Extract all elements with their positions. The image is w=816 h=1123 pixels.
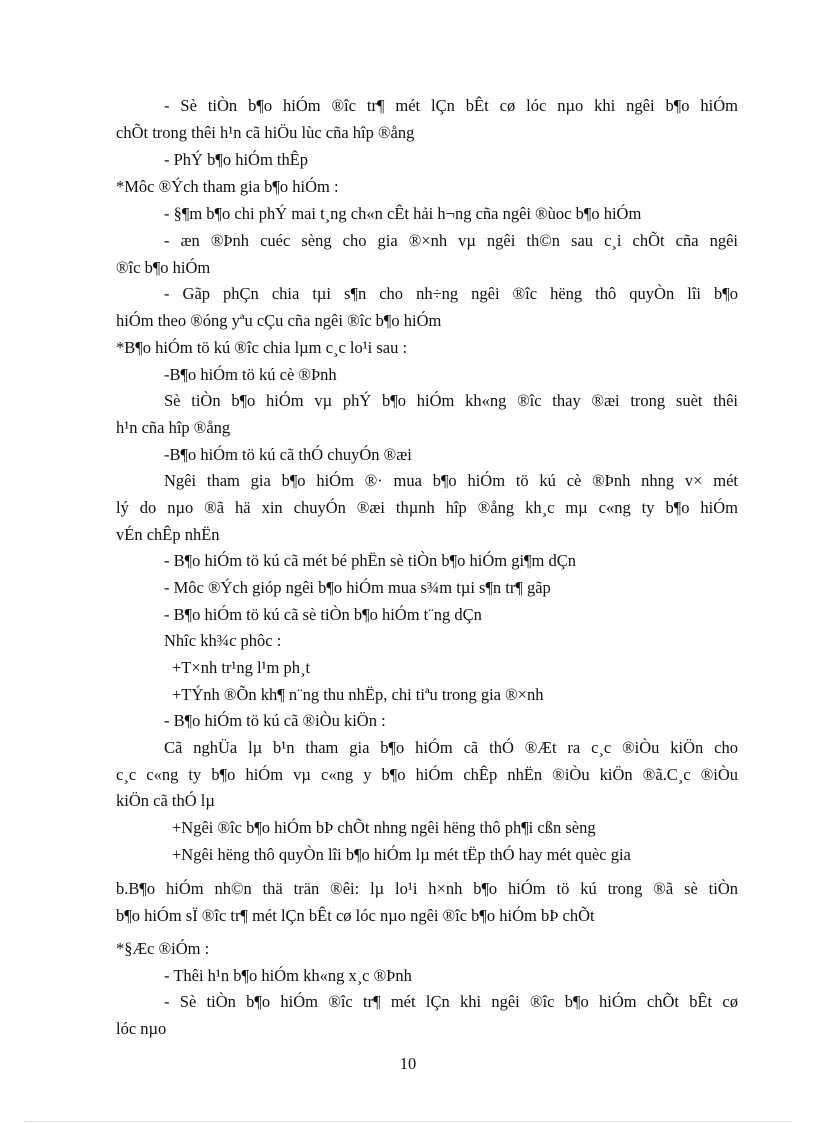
text-line: +TÝnh ®Õn kh¶ n¨ng thu nhËp, chi tiªu trong gia ®×nh bbox=[172, 685, 544, 704]
text-line: Nhîc kh¾c phôc : bbox=[164, 631, 282, 650]
text-line: - B¶o hiÓm tö kú cã sè tiÒn b¶o hiÓm t¨ng dÇn bbox=[164, 605, 482, 624]
text-line: - Gãp phÇn chia tµi s¶n cho nh÷ng ngêi ®îc hëng thô quyÒn lîi b¶o bbox=[164, 284, 738, 303]
text-line: - Sè tiÒn b¶o hiÓm ®îc tr¶ mét lÇn khi ngêi ®îc b¶o hiÓm chÕt bÊt cø bbox=[164, 992, 738, 1011]
text-line: ®îc b¶o hiÓm bbox=[116, 258, 211, 277]
section-heading: *Môc ®Ých tham gia b¶o hiÓm : bbox=[116, 177, 339, 196]
text-line: +Ngêi ®îc b¶o hiÓm bÞ chÕt nhng ngêi hëng thô ph¶i cßn sèng bbox=[172, 818, 596, 837]
text-line: h¹n cña hîp ®ång bbox=[116, 418, 231, 437]
text-line: chÕt trong thêi h¹n cã hiÖu lùc cña hîp ®ång bbox=[116, 123, 415, 142]
text-line: - B¶o hiÓm tö kú cã ®iÒu kiÖn : bbox=[164, 711, 386, 730]
page-number: 10 bbox=[399, 1054, 417, 1073]
text-line: Ngêi tham gia b¶o hiÓm ®· mua b¶o hiÓm tö kú cè ®Þnh nhng v× mét bbox=[164, 471, 738, 490]
text-line: lóc nµo bbox=[116, 1019, 167, 1038]
text-line: - æn ®Þnh cuéc sèng cho gia ®×nh vµ ngêi th©n sau c¸i chÕt cña ngêi bbox=[164, 231, 738, 250]
text-line: b.B¶o hiÓm nh©n thä trän ®êi: lµ lo¹i h×nh b¶o hiÓm tö kú trong ®ã sè tiÒn bbox=[116, 879, 738, 898]
text-line: vÉn chÊp nhËn bbox=[116, 525, 220, 544]
text-line: hiÓm theo ®óng yªu cÇu cña ngêi ®îc b¶o hiÓm bbox=[116, 311, 442, 330]
text-line: -B¶o hiÓm tö kú cã thÓ chuyÓn ®æi bbox=[164, 445, 412, 464]
page-bottom-divider bbox=[24, 1121, 792, 1122]
text-line: -B¶o hiÓm tö kú cè ®Þnh bbox=[164, 365, 337, 384]
text-line: Sè tiÒn b¶o hiÓm vµ phÝ b¶o hiÓm kh«ng ®îc thay ®æi trong suèt thêi bbox=[164, 391, 738, 410]
text-line: lý do nµo ®ã hä xin chuyÓn ®æi thµnh hîp ®ång kh¸c mµ c«ng ty b¶o hiÓm bbox=[116, 498, 738, 517]
text-line: - PhÝ b¶o hiÓm thÊp bbox=[164, 150, 309, 169]
section-heading: *B¶o hiÓm tö kú ®îc chia lµm c¸c lo¹i sau : bbox=[116, 338, 408, 357]
text-line: +Ngêi hëng thô quyÒn lîi b¶o hiÓm lµ mét tËp thÓ hay mét quèc gia bbox=[172, 845, 631, 864]
text-line: - §¶m b¶o chi phÝ mai t¸ng ch«n cÊt hải h¬ng cña ngêi ®ùoc b¶o hiÓm bbox=[164, 204, 642, 223]
text-line: - Thêi h¹n b¶o hiÓm kh«ng x¸c ®Þnh bbox=[164, 966, 412, 985]
text-line: c¸c c«ng ty b¶o hiÓm vµ c«ng y b¶o hiÓm chÊp nhËn ®iÒu kiÖn ®ã.C¸c ®iÒu bbox=[116, 765, 738, 784]
text-line: kiÖn cã thÓ lµ bbox=[116, 791, 215, 810]
text-line: Cã nghÜa lµ b¹n tham gia b¶o hiÓm cã thÓ ®Æt ra c¸c ®iÒu kiÖn cho bbox=[164, 738, 738, 757]
text-line: - Môc ®Ých gióp ngêi b¶o hiÓm mua s¾m tµi s¶n tr¶ gãp bbox=[164, 578, 551, 597]
text-line: - Sè tiÒn b¶o hiÓm ®îc tr¶ mét lÇn bÊt cø lóc nµo khi ngêi b¶o hiÓm bbox=[164, 96, 738, 115]
section-heading: *§Æc ®iÓm : bbox=[116, 939, 210, 958]
text-line: b¶o hiÓm sÏ ®îc tr¶ mét lÇn bÊt cø lóc nµo ngêi ®îc b¶o hiÓm bÞ chÕt bbox=[116, 906, 595, 925]
text-line: - B¶o hiÓm tö kú cã mét bé phËn sè tiÒn b¶o hiÓm gi¶m dÇn bbox=[164, 551, 576, 570]
text-line: +T×nh tr¹ng l¹m ph¸t bbox=[172, 658, 311, 677]
